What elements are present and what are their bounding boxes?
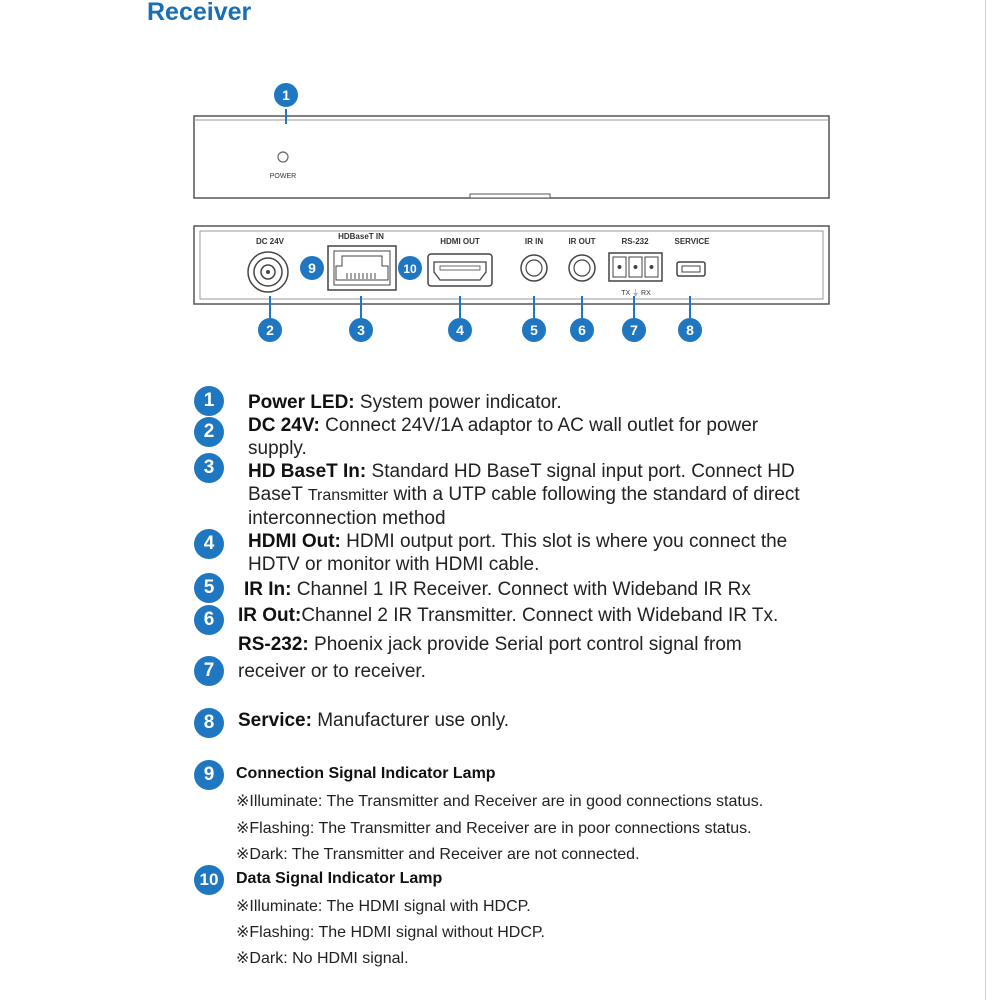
hdbaset-label: HDBaseT IN	[338, 232, 384, 241]
ir-out-label: IR OUT	[568, 237, 596, 246]
lamp-connection-line: ※Illuminate: The Transmitter and Receiver are in good connections status.	[236, 793, 764, 810]
hdmi-port-icon	[428, 254, 492, 286]
phoenix-terminal-icon	[609, 253, 662, 281]
svg-text:7: 7	[630, 322, 638, 338]
svg-text:6: 6	[578, 322, 586, 338]
callout-4	[448, 318, 472, 342]
lamp-data-title: Data Signal Indicator Lamp	[236, 870, 443, 887]
item-rs232: RS-232: Phoenix jack provide Serial port control signal from receiver or to receiver.	[238, 634, 742, 682]
callout-5	[522, 318, 546, 342]
svg-text:10: 10	[403, 262, 417, 276]
callout-7	[622, 318, 646, 342]
lamp-connection-title: Connection Signal Indicator Lamp	[236, 765, 496, 782]
rear-panel	[194, 226, 829, 342]
receiver-diagram	[0, 0, 1000, 360]
lamp-badge: 9	[194, 760, 224, 790]
power-led-icon	[278, 152, 288, 162]
item-badge: 4	[194, 529, 224, 559]
service-port-icon	[677, 262, 705, 276]
callout-1	[274, 83, 298, 107]
callout-8	[678, 318, 702, 342]
callout-2	[258, 318, 282, 342]
item-badge: 3	[194, 453, 224, 483]
callout-6	[570, 318, 594, 342]
lamp-data-line: ※Flashing: The HDMI signal without HDCP.	[236, 924, 545, 941]
item-ir-in: IR In: Channel 1 IR Receiver. Connect with Wideband IR Rx	[244, 579, 751, 600]
power-label: POWER	[269, 173, 297, 180]
page-title: Receiver	[147, 0, 252, 26]
svg-text:4: 4	[456, 322, 464, 338]
item-badge: 7	[194, 656, 224, 686]
lamp-connection-line: ※Dark: The Transmitter and Receiver are not connected.	[236, 846, 640, 863]
item-hdbaset-in: HD BaseT In: Standard HD BaseT signal input port. Connect HD BaseT Transmitter with a UTP cable following the standard of direct interconnection method	[248, 461, 800, 529]
svg-text:1: 1	[282, 87, 290, 103]
lamp-data-line: ※Illuminate: The HDMI signal with HDCP.	[236, 898, 531, 915]
ir-in-jack-icon	[521, 255, 547, 281]
front-panel	[194, 83, 829, 198]
ir-out-jack-icon	[569, 255, 595, 281]
callout-9	[300, 256, 324, 280]
dc-label: DC 24V	[255, 237, 285, 246]
service-label: SERVICE	[674, 237, 710, 246]
item-hdmi-out: HDMI Out: HDMI output port. This slot is where you connect the HDTV or monitor with HDMI cable.	[248, 531, 788, 575]
callout-3	[349, 318, 373, 342]
item-badge: 2	[194, 417, 224, 447]
lamp-data-line: ※Dark: No HDMI signal.	[236, 950, 409, 967]
svg-text:8: 8	[686, 322, 694, 338]
rs232-label: RS-232	[621, 237, 649, 246]
hdmi-out-label: HDMI OUT	[440, 237, 480, 246]
svg-text:5: 5	[530, 322, 538, 338]
ir-in-label: IR IN	[524, 237, 544, 246]
item-badge: 1	[194, 386, 224, 416]
svg-text:2: 2	[266, 322, 274, 338]
lamp-connection-line: ※Flashing: The Transmitter and Receiver are in poor connections status.	[236, 820, 752, 837]
svg-text:9: 9	[308, 260, 316, 276]
lamp-badge: 10	[194, 865, 224, 895]
item-badge: 8	[194, 708, 224, 738]
rs232-pins-label: TX ⏚ RX	[621, 290, 651, 297]
item-dc-24v: DC 24V: Connect 24V/1A adaptor to AC wall outlet for power supply.	[248, 415, 759, 459]
dc-jack-icon	[248, 252, 288, 292]
callout-10	[398, 256, 422, 280]
item-ir-out: IR Out:Channel 2 IR Transmitter. Connect with Wideband IR Tx.	[238, 605, 779, 626]
item-power-led: Power LED: System power indicator.	[248, 392, 562, 413]
item-service: Service: Manufacturer use only.	[238, 710, 510, 731]
rj45-port-icon	[328, 246, 396, 290]
svg-text:3: 3	[357, 322, 365, 338]
item-badge: 5	[194, 573, 224, 603]
item-badge: 6	[194, 605, 224, 635]
